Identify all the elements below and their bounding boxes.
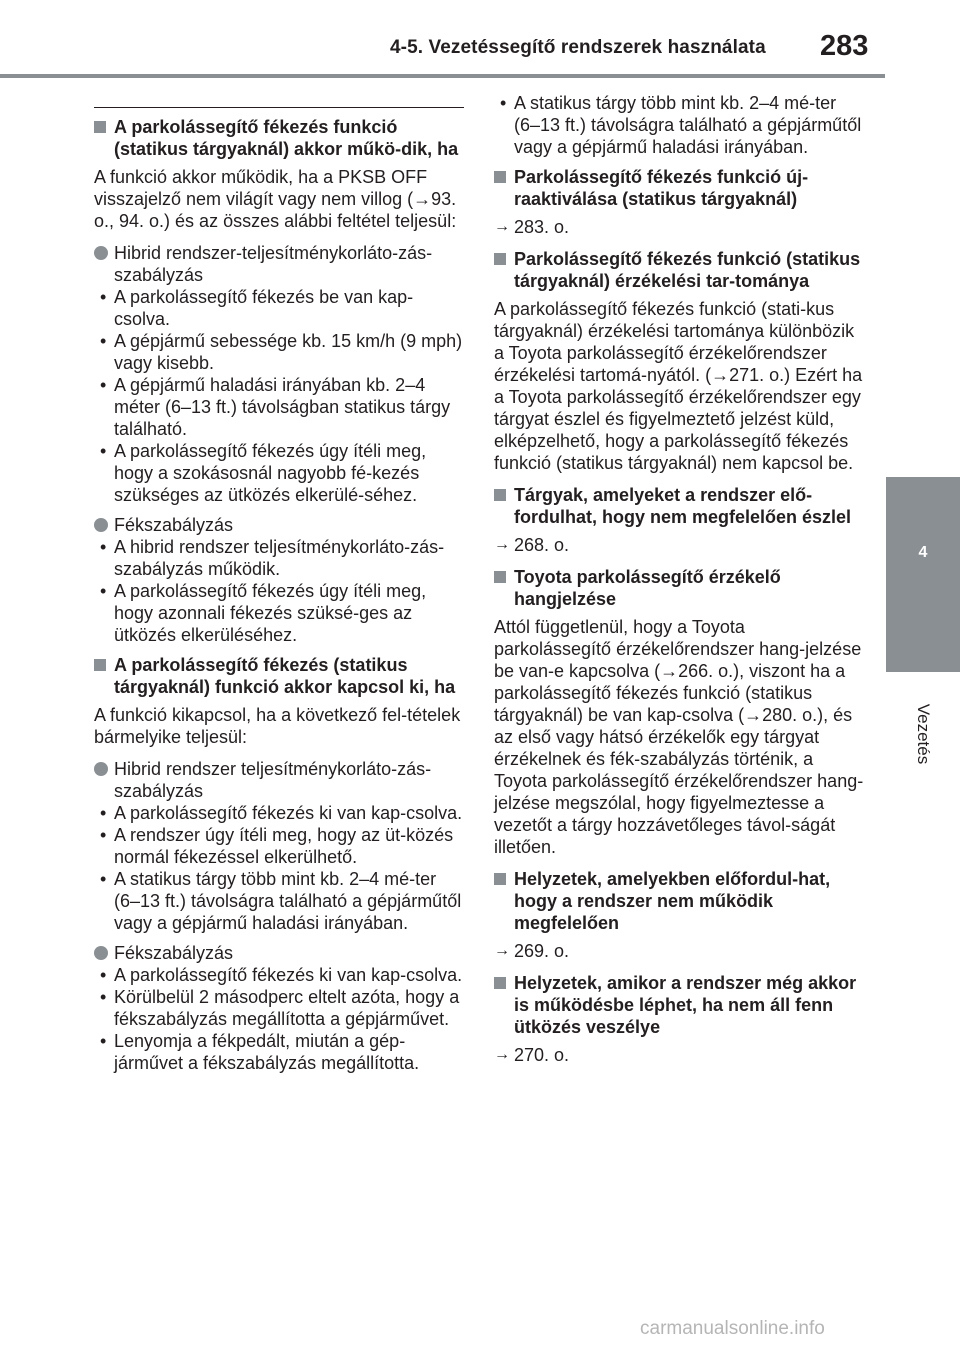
bullet-item: • A gépjármű haladási irányában kb. 2–4 méter (6–13 ft.) távolságban statikus tárgy található.: [100, 375, 451, 439]
section-heading: Tárgyak, amelyeket a rendszer elő-fordulhat, hogy nem megfelelően észlel: [494, 484, 864, 528]
page-number: 283: [820, 30, 869, 62]
header-divider: [0, 74, 885, 78]
section-heading: Helyzetek, amelyekben előfordul-hat, hogy a rendszer nem működik megfelelően: [494, 868, 864, 934]
chapter-number: 4: [918, 544, 928, 561]
condition-item: Fékszabályzás: [94, 942, 464, 964]
section-heading: A parkolássegítő fékezés (statikus tárgyaknál) funkció akkor kapcsol ki, ha: [94, 654, 464, 698]
bullet-list: [94, 802, 464, 934]
bullet-item: • A statikus tárgy több mint kb. 2–4 mé-ter (6–13 ft.) távolságra található a gépjárműtől vagy a gépjármű haladási irányában.: [100, 869, 462, 933]
heading-square-icon: [494, 253, 506, 265]
condition-dot-icon: [94, 518, 108, 532]
condition-dot-icon: [94, 762, 108, 776]
bullet-item: • A parkolássegítő fékezés ki van kap-csolva.: [100, 803, 463, 823]
page-reference[interactable]: → 283. o.: [494, 217, 570, 237]
section-paragraph: A parkolássegítő fékezés funkció (stati-kus tárgyaknál) érzékelési tartománya különbözik a Toyota parkolássegítő érzékelőrendszer érzékelési tartomá-nyától. (→271. o.) Ezért ha a Toyota parkolássegítő érzékelőrendszer egy tárgyat észlel és figyelmeztető jelzést küld, elképzelhető, hogy a parkolássegítő fékezés funkció (statikus tárgyaknál) nem kapcsol be.: [494, 299, 863, 473]
bullet-item: • Körülbelül 2 másodperc eltelt azóta, hogy a fékszabályzás megállította a gépjárművet.: [100, 987, 460, 1029]
chapter-side-tab: [886, 74, 960, 1352]
bullet-list: [94, 286, 464, 506]
section-paragraph: Attól függetlenül, hogy a Toyota parkolássegítő érzékelőrendszer hang-jelzése be van-e kapcsolva (→266. o.), viszont ha a parkolássegítő fékezés funkció (statikus tárgyaknál) be van kap-csolva (→280. o.), és az első vagy hátsó érzékelők egy tárgyat érzékelnek és fék-szabályzás történik, a Toyota parkolássegítő érzékelőrendszer hang-jelzése megszólal, hogy figyelmeztesse a vezetőt a tárgy hozzávetőleges távol-ságát illetően.: [494, 617, 864, 857]
heading-square-icon: [494, 489, 506, 501]
section-top-rule: [94, 107, 464, 108]
reference-arrow-icon: →: [494, 218, 510, 235]
condition-item: Fékszabályzás: [94, 514, 464, 536]
bullet-item: • A parkolássegítő fékezés be van kap-csolva.: [100, 287, 414, 329]
reference-arrow-icon: →: [494, 942, 510, 959]
condition-item: Hibrid rendszer-teljesítménykorláto-zás-szabályzás: [94, 242, 464, 286]
heading-square-icon: [94, 121, 106, 133]
chapter-label-wrap: [904, 674, 942, 794]
section-paragraph: A funkció kikapcsol, ha a következő fel-tételek bármelyike teljesül:: [94, 705, 461, 747]
heading-square-icon: [494, 171, 506, 183]
condition-dot-icon: [94, 946, 108, 960]
section-heading: Helyzetek, amikor a rendszer még akkor is működésbe léphet, ha nem áll fenn ütközés veszélye: [494, 972, 864, 1038]
page-reference[interactable]: → 270. o.: [494, 1045, 570, 1065]
bullet-list: [94, 536, 464, 646]
bullet-item: • A hibrid rendszer teljesítménykorláto-zás-szabályzás működik.: [100, 537, 445, 579]
chapter-label: Vezetés: [914, 703, 933, 765]
bullet-item: • A gépjármű sebessége kb. 15 km/h (9 mph) vagy kisebb.: [100, 331, 463, 373]
section-heading: Parkolássegítő fékezés funkció (statikus tárgyaknál) érzékelési tar-tománya: [494, 248, 864, 292]
section-heading: Toyota parkolássegítő érzékelő hangjelzése: [494, 566, 864, 610]
header-title: 4-5. Vezetéssegítő rendszerek használata: [390, 37, 766, 58]
watermark: carmanualsonline.info: [640, 1318, 825, 1339]
bullet-item: • A rendszer úgy ítéli meg, hogy az üt-közés normál fékezéssel elkerülhető.: [100, 825, 454, 867]
left-column: [94, 95, 464, 1082]
reference-arrow-icon: →: [494, 536, 510, 553]
bullet-item: • A parkolássegítő fékezés úgy ítéli meg, hogy a szokásosnál nagyobb fé-kezés szükséges az ütközés elkerülé-séhez.: [100, 441, 427, 505]
bullet-list: [94, 964, 464, 1074]
heading-square-icon: [494, 873, 506, 885]
reference-arrow-icon: →: [494, 1046, 510, 1063]
chapter-number-box: [886, 477, 960, 672]
section-heading: Parkolássegítő fékezés funkció új-raaktiválása (statikus tárgyaknál): [494, 166, 864, 210]
condition-dot-icon: [94, 246, 108, 260]
bullet-item: • Lenyomja a fékpedált, miután a gép-járművet a fékszabályzás megállította.: [100, 1031, 420, 1073]
bullet-item: • A parkolássegítő fékezés ki van kap-csolva.: [100, 965, 463, 985]
right-column: [494, 92, 864, 1076]
section-heading: A parkolássegítő fékezés funkció (statikus tárgyaknál) akkor műkö-dik, ha: [94, 116, 464, 160]
page-reference[interactable]: → 268. o.: [494, 535, 570, 555]
page-reference[interactable]: → 269. o.: [494, 941, 570, 961]
bullet-list: [494, 92, 864, 158]
bullet-item: • A statikus tárgy több mint kb. 2–4 mé-ter (6–13 ft.) távolságra található a gépjárműtől vagy a gépjármű haladási irányában.: [500, 93, 862, 157]
bullet-item: • A parkolássegítő fékezés úgy ítéli meg, hogy azonnali fékezés szüksé-ges az ütközés elkerüléséhez.: [100, 581, 427, 645]
heading-square-icon: [494, 571, 506, 583]
heading-square-icon: [494, 977, 506, 989]
section-paragraph: A funkció akkor működik, ha a PKSB OFF visszajelző nem világít vagy nem villog (→93. o., 94. o.) és az összes alábbi feltétel teljesül:: [94, 167, 457, 231]
condition-item: Hibrid rendszer teljesítménykorláto-zás-szabályzás: [94, 758, 464, 802]
heading-square-icon: [94, 659, 106, 671]
